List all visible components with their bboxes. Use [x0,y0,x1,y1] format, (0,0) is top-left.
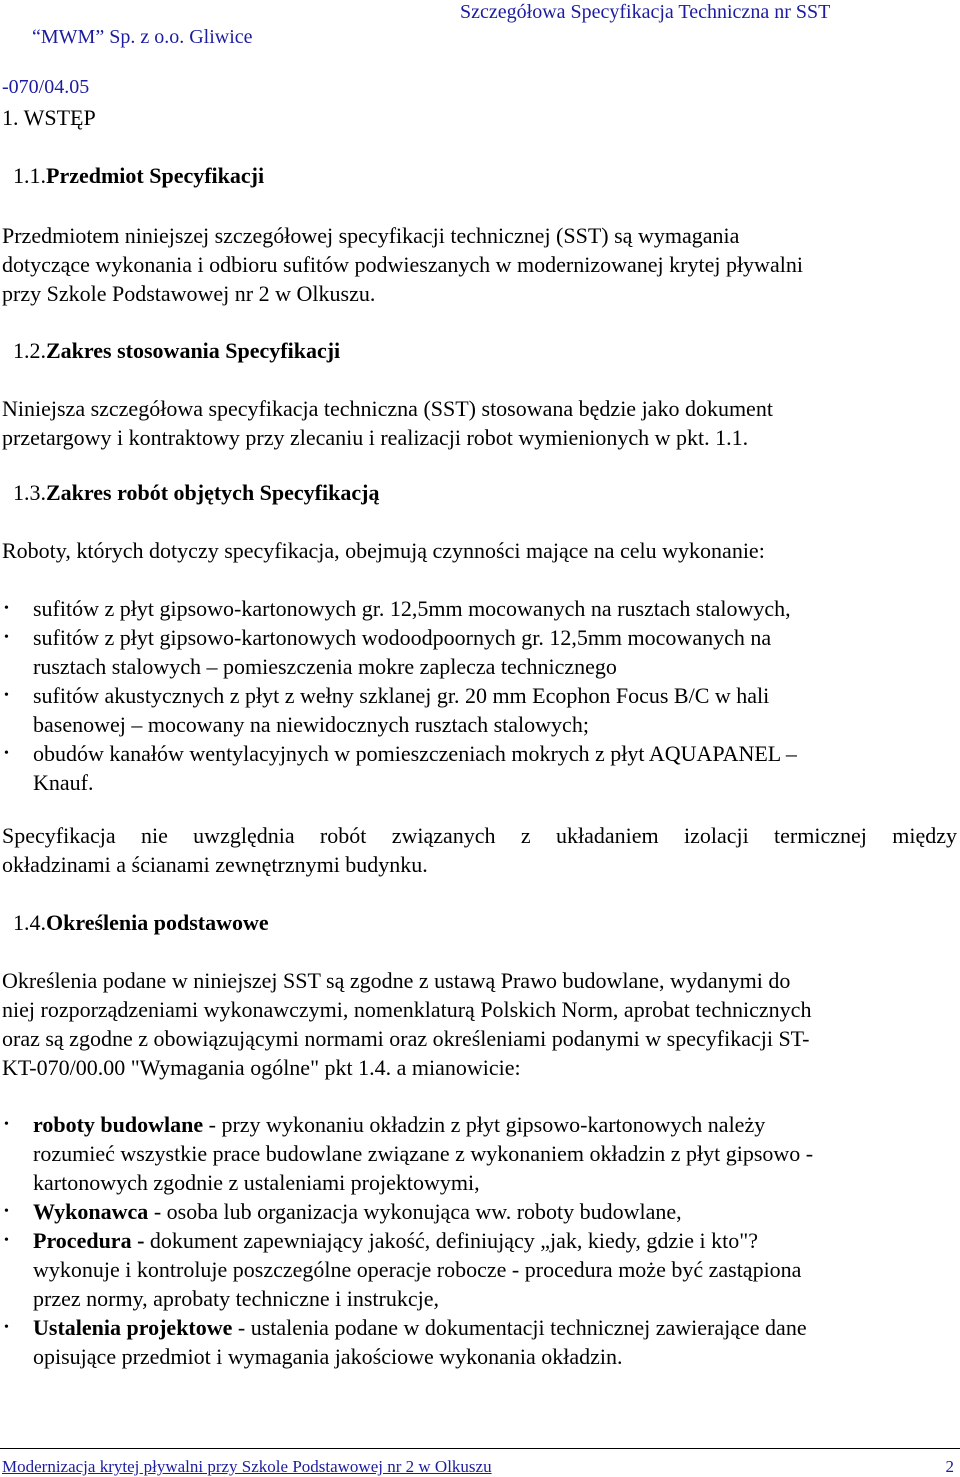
definition-item-wykonawca [0,1197,958,1226]
list-item-line: sufitów z płyt gipsowo-kartonowych gr. 12,5mm mocowanych na rusztach stalowych, [33,596,791,621]
definitions-list [0,1110,958,1371]
page-number: 2 [945,1457,954,1476]
paragraph-line: niej rozporządzeniami wykonawczymi, nomenklaturą Polskich Norm, aprobat technicznych [2,997,812,1022]
paragraph-1-2 [2,394,957,452]
definition-text: dokument zapewniający jakość, definiujący „jak, kiedy, gdzie i kto"? [144,1228,758,1253]
heading-1-1-title: Przedmiot Specyfikacji [46,163,265,188]
heading-1-3 [13,478,379,507]
heading-1-2 [13,336,340,365]
definition-term: Ustalenia projektowe [33,1315,233,1340]
heading-1-3-number: 1.3. [13,480,46,505]
definition-first-line [33,1197,958,1226]
definition-item-roboty-budowlane [0,1110,958,1197]
section-title-wstep: 1. WSTĘP [2,105,96,130]
definition-first-line [33,1313,958,1342]
heading-1-2-number: 1.2. [13,338,46,363]
bullet-icon: • [4,746,9,761]
list-item-line: basenowej – mocowany na niewidocznych rusztach stalowych; [33,712,589,737]
list-item-line: Knauf. [33,770,94,795]
paragraph-line: Określenia podane w niniejszej SST są zgodne z ustawą Prawo budowlane, wydanymi do [2,968,791,993]
list-item [0,594,958,623]
list-item [0,739,958,797]
definition-term: Wykonawca [33,1199,149,1224]
definition-first-line [33,1110,958,1139]
definition-text: - przy wykonaniu okładzin z płyt gipsowo-kartonowych należy [203,1112,766,1137]
paragraph-line: okładzinami a ścianami zewnętrznymi budynku. [2,852,428,877]
page-footer [0,1448,960,1475]
paragraph-1-4-intro [2,966,957,1082]
definition-line: rozumieć wszystkie prace budowlane związane z wykonaniem okładzin z płyt gipsowo - [33,1141,814,1166]
list-item-line: sufitów akustycznych z płyt z wełny szklanej gr. 20 mm Ecophon Focus B/C w hali [33,683,770,708]
heading-1-4-number: 1.4. [13,910,46,935]
definition-item-ustalenia-projektowe [0,1313,958,1371]
paragraph-line: przy Szkole Podstawowej nr 2 w Olkuszu. [2,281,376,306]
paragraph-line: oraz są zgodne z obowiązującymi normami oraz określeniami podanymi w specyfikacji ST- [2,1026,810,1051]
list-item-line: obudów kanałów wentylacyjnych w pomieszczeniach mokrych z płyt AQUAPANEL – [33,741,797,766]
header-company-line1: “MWM” Sp. z o.o. Gliwice [32,26,253,48]
footer-project-title: Modernizacja krytej pływalni przy Szkole Podstawowej nr 2 w Olkuszu [2,1457,492,1476]
header-company-line2: -070/04.05 [2,76,90,98]
list-item-line: rusztach stalowych – pomieszczenia mokre zaplecza technicznego [33,654,617,679]
heading-1-2-title: Zakres stosowania Specyfikacji [46,338,341,363]
heading-1-1 [13,161,264,190]
paragraph-1-1 [2,221,957,308]
paragraph-1-3-intro [2,536,957,565]
header-doc-title: Szczegółowa Specyfikacja Techniczna nr SST [460,1,831,23]
definition-term: Procedura - [33,1228,145,1253]
heading-1-3-title: Zakres robót objętych Specyfikacją [46,480,380,505]
definition-item-procedura [0,1226,958,1313]
definition-line: wykonuje i kontroluje poszczególne operacje robocze - procedura może być zastąpiona [33,1257,802,1282]
bullet-icon: • [4,1204,9,1219]
bullet-icon: • [4,601,9,616]
paragraph-line: dotyczące wykonania i odbioru sufitów podwieszanych w modernizowanej krytej pływalni [2,252,803,277]
definition-line: opisujące przedmiot i wymagania jakościowe wykonania okładzin. [33,1344,623,1369]
bullet-icon: • [4,1320,9,1335]
scope-bullet-list [0,594,958,797]
bullet-icon: • [4,1117,9,1132]
definition-text: - ustalenia podane w dokumentacji technicznej zawierające dane [232,1315,807,1340]
paragraph-line: Niniejsza szczegółowa specyfikacja techniczna (SST) stosowana będzie jako dokument [2,396,773,421]
list-item [0,623,958,681]
heading-1-1-number: 1.1. [13,163,46,188]
paragraph-line: KT-070/00.00 "Wymagania ogólne" pkt 1.4. a mianowicie: [2,1055,521,1080]
definition-line: przez normy, aprobaty techniczne i instrukcje, [33,1286,440,1311]
definition-line: kartonowych zgodnie z ustaleniami projektowymi, [33,1170,480,1195]
heading-1-4-title: Określenia podstawowe [46,910,269,935]
heading-1-4 [13,908,269,937]
list-item-line: sufitów z płyt gipsowo-kartonowych wodoodpoornych gr. 12,5mm mocowanych na [33,625,772,650]
bullet-icon: • [4,630,9,645]
paragraph-1-3-note [2,821,957,879]
paragraph-line: Specyfikacja nie uwzględnia robót związanych z układaniem izolacji termicznej między [2,823,957,848]
paragraph-line: przetargowy i kontraktowy przy zlecaniu i realizacji robot wymienionych w pkt. 1.1. [2,425,749,450]
bullet-icon: • [4,1233,9,1248]
definition-first-line [33,1226,958,1255]
definition-term: roboty budowlane [33,1112,204,1137]
list-item [0,681,958,739]
definition-text: - osoba lub organizacja wykonująca ww. roboty budowlane, [148,1199,682,1224]
paragraph-line: Przedmiotem niniejszej szczegółowej specyfikacji technicznej (SST) są wymagania [2,223,740,248]
bullet-icon: • [4,688,9,703]
paragraph-line: Roboty, których dotyczy specyfikacja, obejmują czynności mające na celu wykonanie: [2,538,765,563]
